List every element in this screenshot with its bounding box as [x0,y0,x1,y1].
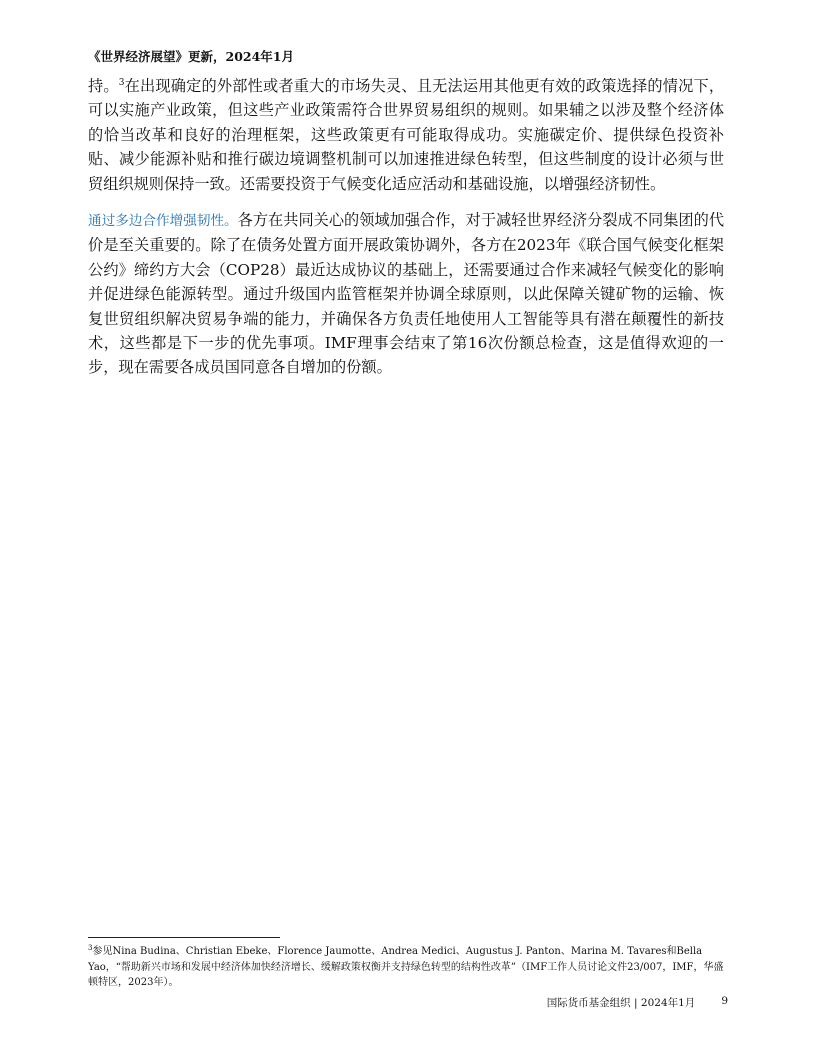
footnote-divider [88,937,280,938]
page-number: 9 [721,995,728,1007]
paragraph-1 [88,74,724,196]
paragraph-1-text: 在出现确定的外部性或者重大的市场失灵、且无法运用其他更有效的政策选择的情况下，可以实施产业政策，但这些产业政策需符合世界贸易组织的规则。如果辅之以涉及整个经济体的恰当改革和良好的治理框架，这些政策更有可能取得成功。实施碳定价、提供绿色投资补贴、减少能源补贴和推行碳边境调整机制可以加速推进绿色转型，但这些制度的设计必须与世贸组织规则保持一致。还需要投资于气候变化适应活动和基础设施，以增强经济韧性。 [88,77,725,193]
paragraph-2 [88,208,724,380]
footer-org-date: 国际货币基金组织 | 2024年1月 [546,997,696,1009]
page-footer [547,995,728,1010]
footnote [88,944,724,991]
footnote-text: 参见Nina Budina、Christian Ebeke、Florence Jaumotte、Andrea Medici、Augustus J. Panton、Marina M. Tavares和Bella Yao，“帮助新兴市场和发展中经济体加快经济增长、缓解政策权衡并支持绿色转型的结构性改革”（IMF工作人员讨论文件23/007，IMF，华盛顿特区，2023年）。 [88,946,724,989]
paragraph-2-heading: 通过多边合作增强韧性。 [88,213,238,230]
paragraph-1-start: 持。 [88,77,119,95]
footnote-reference[interactable]: 3 [118,78,125,88]
paragraph-2-text: 各方在共同关心的领域加强合作，对于减轻世界经济分裂成不同集团的代价是至关重要的。除了在债务处置方面开展政策协调外，各方在2023年《联合国气候变化框架公约》缔约方大会（COP28）最近达成协议的基础上，还需要通过合作来减轻气候变化的影响并促进绿色能源转型。通过升级国内监管框架并协调全球原则，以此保障关键矿物的运输、恢复世贸组织解决贸易争端的能力，并确保各方负责任地使用人工智能等具有潜在颠覆性的新技术，这些都是下一步的优先事项。IMF理事会结束了第16次份额总检查，这是值得欢迎的一步，现在需要各成员国同意各自增加的份额。 [88,211,725,377]
footnote-marker: 3 [88,944,93,952]
running-header: 《世界经济展望》更新，2024年1月 [88,49,294,64]
body-text [88,74,724,392]
